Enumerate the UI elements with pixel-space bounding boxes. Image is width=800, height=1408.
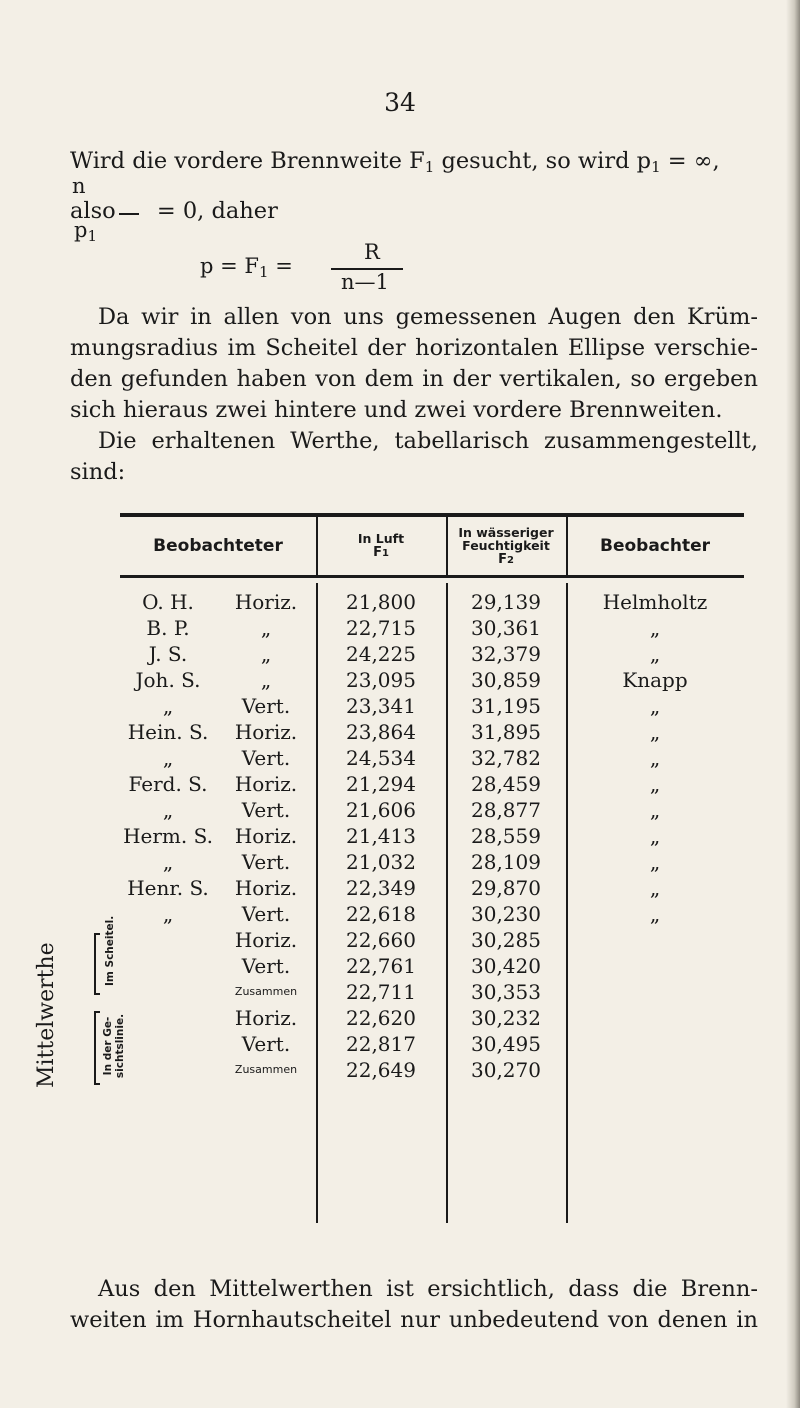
cell-f2: 32,782 bbox=[471, 746, 541, 770]
cell-name: Henr. S. bbox=[127, 876, 209, 900]
fraction-numerator: n bbox=[72, 174, 86, 198]
cell-f2: 31,195 bbox=[471, 694, 541, 718]
p1-line-3: den gefunden haben von dem in der vertikalen, so ergeben bbox=[70, 366, 758, 392]
formula-eq: = bbox=[268, 254, 293, 278]
cell-name: Ferd. S. bbox=[128, 772, 208, 796]
cell-observer: „ bbox=[649, 746, 661, 770]
cell-name: Joh. S. bbox=[135, 668, 201, 692]
cell-f1: 23,864 bbox=[346, 720, 416, 744]
cell-f1: 22,349 bbox=[346, 876, 416, 900]
table-header-rule bbox=[120, 575, 744, 578]
cell-dir: Horiz. bbox=[234, 590, 298, 614]
p1-line-4: sich hieraus zwei hintere und zwei vordere Brennweiten. bbox=[70, 397, 723, 423]
cell-name: Herm. S. bbox=[123, 824, 213, 848]
cell-observer: „ bbox=[649, 824, 661, 848]
cell-observer: „ bbox=[649, 876, 661, 900]
cell-observer: „ bbox=[649, 642, 661, 666]
cell-f1: 22,711 bbox=[346, 980, 416, 1004]
intro-text-a: Wird die vordere Brennweite F bbox=[70, 148, 425, 174]
cell-f2: 28,459 bbox=[471, 772, 541, 796]
cell-observer: „ bbox=[649, 616, 661, 640]
cell-f1: 24,534 bbox=[346, 746, 416, 770]
table-row bbox=[120, 615, 744, 641]
table-row bbox=[120, 693, 744, 719]
cell-f2: 30,230 bbox=[471, 902, 541, 926]
header-observed-label: Beobachteter bbox=[153, 535, 283, 556]
cell-dir: Horiz. bbox=[234, 720, 298, 744]
cell-name: Hein. S. bbox=[127, 720, 209, 744]
cell-dir: Vert. bbox=[241, 902, 291, 926]
cell-dir: Vert. bbox=[241, 694, 291, 718]
table-row bbox=[120, 641, 744, 667]
formula-pf: p = F bbox=[200, 254, 259, 278]
formula-denominator: n—1 bbox=[341, 270, 389, 294]
cell-f2: 30,495 bbox=[471, 1032, 541, 1056]
cell-f1: 22,618 bbox=[346, 902, 416, 926]
cell-dir: Vert. bbox=[241, 746, 291, 770]
cell-f1: 21,800 bbox=[346, 590, 416, 614]
cell-observer: Knapp bbox=[622, 668, 688, 692]
cell-f1: 22,715 bbox=[346, 616, 416, 640]
paragraph-2 bbox=[70, 426, 758, 488]
frac-den-p: p bbox=[74, 218, 88, 242]
mittel-row bbox=[120, 1057, 744, 1083]
cell-dir: Horiz. bbox=[234, 876, 298, 900]
mittel-row bbox=[120, 953, 744, 979]
cell-f1: 22,817 bbox=[346, 1032, 416, 1056]
focal-length-table bbox=[120, 513, 744, 1226]
intro-line-1 bbox=[70, 148, 720, 176]
header-observer bbox=[566, 517, 744, 575]
cell-f2: 30,420 bbox=[471, 954, 541, 978]
cell-f2: 30,232 bbox=[471, 1006, 541, 1030]
mittel-row bbox=[120, 927, 744, 953]
cell-dir: Horiz. bbox=[234, 772, 298, 796]
p1-line-2: mungsradius im Scheitel der horizontalen Ellipse verschie- bbox=[70, 335, 758, 361]
cell-name: „ bbox=[162, 746, 174, 770]
cell-f2: 30,859 bbox=[471, 668, 541, 692]
table-row bbox=[120, 823, 744, 849]
intro-text-c: = ∞, bbox=[660, 148, 720, 174]
cell-f2: 29,870 bbox=[471, 876, 541, 900]
paragraph-1 bbox=[70, 302, 758, 426]
cell-dir-zusammen: Zusammen bbox=[234, 985, 298, 998]
cell-f1: 23,095 bbox=[346, 668, 416, 692]
cell-f1: 21,606 bbox=[346, 798, 416, 822]
header-water-label-2: Feuchtigkeit bbox=[462, 537, 550, 553]
p2-line-2: sind: bbox=[70, 459, 126, 485]
cell-f1: 24,225 bbox=[346, 642, 416, 666]
cell-f2: 29,139 bbox=[471, 590, 541, 614]
cell-dir: Horiz. bbox=[234, 928, 298, 952]
fraction-denominator bbox=[74, 218, 97, 245]
table-row bbox=[120, 875, 744, 901]
header-observer-label: Beobachter bbox=[599, 535, 711, 556]
cell-dir: Vert. bbox=[241, 850, 291, 874]
daher-text: = 0, daher bbox=[149, 198, 278, 224]
intro-text-b: gesucht, so wird p bbox=[434, 148, 652, 174]
cell-dir: Vert. bbox=[241, 1032, 291, 1056]
paragraph-3 bbox=[70, 1274, 758, 1336]
header-air-label: In Luft bbox=[357, 531, 405, 546]
cell-f1: 21,294 bbox=[346, 772, 416, 796]
group-brace-2 bbox=[94, 1011, 100, 1085]
p1-line-1: Da wir in allen von uns gemessenen Augen den Krüm- bbox=[98, 304, 758, 330]
cell-f2: 28,109 bbox=[471, 850, 541, 874]
intro-line-2 bbox=[70, 198, 278, 224]
intro-sub-b: 1 bbox=[651, 158, 661, 176]
header-water bbox=[446, 517, 566, 575]
cell-observer: „ bbox=[649, 798, 661, 822]
cell-dir: Horiz. bbox=[234, 1006, 298, 1030]
header-air bbox=[316, 517, 446, 575]
cell-observer: „ bbox=[649, 772, 661, 796]
group-label-gesichtslinie bbox=[102, 1010, 126, 1082]
cell-name: „ bbox=[162, 694, 174, 718]
cell-dir: Horiz. bbox=[234, 824, 298, 848]
cell-observer: „ bbox=[649, 694, 661, 718]
group-label-2a: In der Ge- bbox=[102, 1016, 114, 1076]
p2-line-1: Die erhaltenen Werthe, tabellarisch zusammengestellt, bbox=[98, 428, 758, 454]
cell-name: „ bbox=[162, 902, 174, 926]
frac-den-sub: 1 bbox=[87, 227, 97, 245]
formula-lhs bbox=[200, 254, 293, 281]
page-number: 34 bbox=[384, 88, 416, 117]
cell-f2: 30,285 bbox=[471, 928, 541, 952]
also-text: also bbox=[70, 198, 116, 224]
cell-dir: Vert. bbox=[241, 954, 291, 978]
cell-f2: 30,270 bbox=[471, 1058, 541, 1082]
cell-observer: Helmholtz bbox=[602, 590, 708, 614]
header-observed bbox=[120, 517, 316, 575]
cell-f2: 30,361 bbox=[471, 616, 541, 640]
cell-dir: „ bbox=[260, 668, 272, 692]
cell-name: B. P. bbox=[146, 616, 190, 640]
table-row bbox=[120, 797, 744, 823]
header-air-symbol: F1 bbox=[373, 545, 389, 560]
cell-f2: 28,877 bbox=[471, 798, 541, 822]
cell-dir: Vert. bbox=[241, 798, 291, 822]
group-brace-1 bbox=[94, 933, 100, 995]
intro-sub-a: 1 bbox=[424, 158, 435, 176]
table-row bbox=[120, 667, 744, 693]
cell-dir: „ bbox=[260, 616, 272, 640]
cell-f1: 21,032 bbox=[346, 850, 416, 874]
mittelwerthe-label: Mittelwerthe bbox=[34, 942, 59, 1088]
cell-name: „ bbox=[162, 850, 174, 874]
table-row bbox=[120, 901, 744, 927]
cell-name: „ bbox=[162, 798, 174, 822]
page-edge bbox=[786, 0, 800, 1408]
table-row bbox=[120, 771, 744, 797]
cell-f1: 22,660 bbox=[346, 928, 416, 952]
group-label-2b: sichtslinie. bbox=[114, 1013, 126, 1079]
cell-observer: „ bbox=[649, 720, 661, 744]
cell-observer: „ bbox=[649, 850, 661, 874]
group-label-scheitel: Im Scheitel. bbox=[104, 915, 116, 986]
p3-line-2: weiten im Hornhautscheitel nur unbedeutend von denen in bbox=[70, 1307, 758, 1333]
mittel-row bbox=[120, 1031, 744, 1057]
formula-sub: 1 bbox=[258, 263, 269, 281]
cell-f2: 31,895 bbox=[471, 720, 541, 744]
table-row bbox=[120, 745, 744, 771]
cell-dir-zusammen: Zusammen bbox=[234, 1063, 298, 1076]
cell-f1: 21,413 bbox=[346, 824, 416, 848]
p3-line-1: Aus den Mittelwerthen ist ersichtlich, dass die Brenn- bbox=[98, 1276, 758, 1302]
mittel-row bbox=[120, 1005, 744, 1031]
cell-name: J. S. bbox=[148, 642, 188, 666]
cell-name: O. H. bbox=[142, 590, 194, 614]
cell-f2: 32,379 bbox=[471, 642, 541, 666]
table-row bbox=[120, 719, 744, 745]
cell-f2: 28,559 bbox=[471, 824, 541, 848]
cell-f1: 22,620 bbox=[346, 1006, 416, 1030]
mittel-row bbox=[120, 979, 744, 1005]
formula-numerator: R bbox=[364, 240, 380, 264]
cell-f1: 22,761 bbox=[346, 954, 416, 978]
cell-f2: 30,353 bbox=[471, 980, 541, 1004]
table-row bbox=[120, 849, 744, 875]
cell-f1: 23,341 bbox=[346, 694, 416, 718]
table-row bbox=[120, 589, 744, 615]
header-water-label-1: In wässeriger bbox=[458, 524, 554, 540]
cell-f1: 22,649 bbox=[346, 1058, 416, 1082]
header-water-symbol: F2 bbox=[498, 551, 514, 567]
cell-observer: „ bbox=[649, 902, 661, 926]
cell-dir: „ bbox=[260, 642, 272, 666]
